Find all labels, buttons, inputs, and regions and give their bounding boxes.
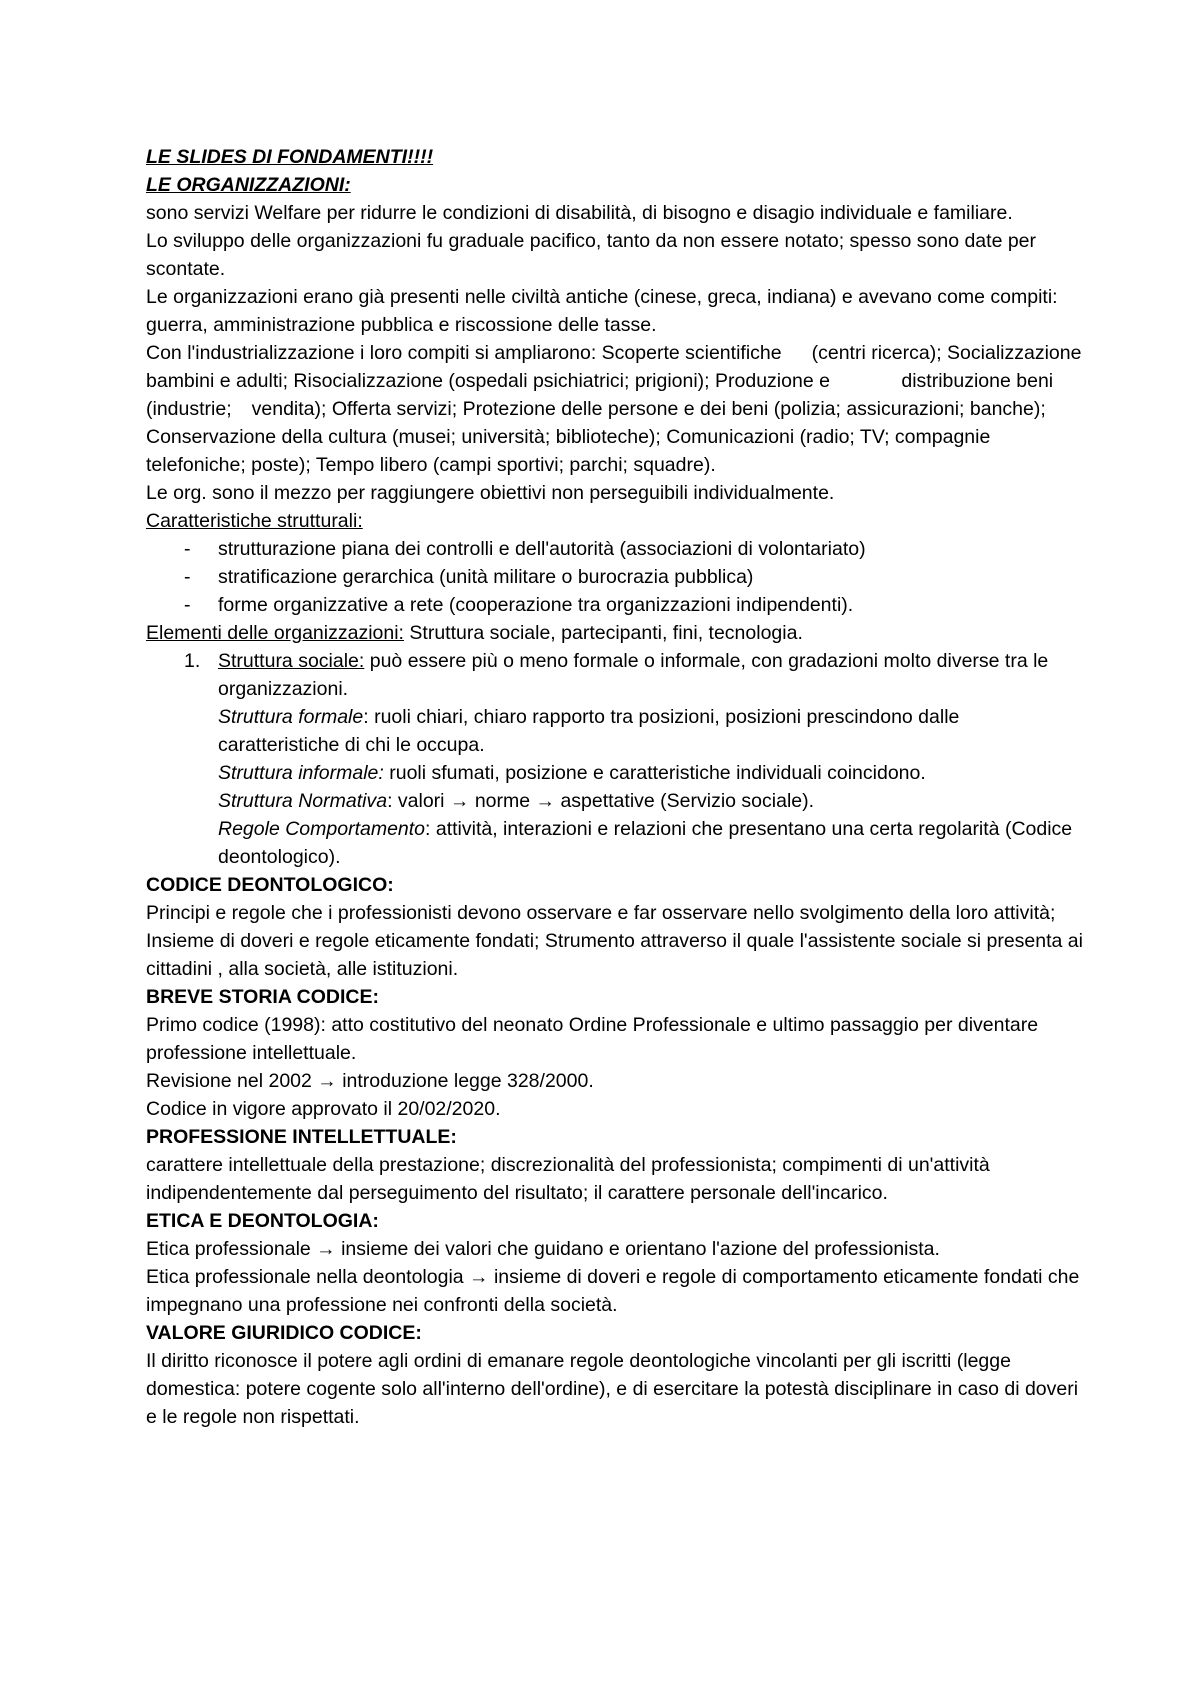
- section-paragraph: Codice in vigore approvato il 20/02/2020.: [146, 1098, 501, 1120]
- section-title-organizzazioni: LE ORGANIZZAZIONI:: [146, 174, 351, 196]
- struttura-sociale-label: Struttura sociale:: [218, 650, 365, 672]
- section-paragraph: Primo codice (1998): atto costitutivo del neonato Ordine Professionale e ultimo passaggio per diventare professione intellettuale.: [146, 1014, 1039, 1064]
- elements-paragraph: [146, 619, 1086, 647]
- list-item: [146, 647, 1086, 703]
- struttura-normativa-line: Struttura Normativa: valori → norme → aspettative (Servizio sociale).: [218, 790, 815, 812]
- struttura-formale-line: Struttura formale: ruoli chiari, chiaro rapporto tra posizioni, posizioni prescindono dalle caratteristiche di chi le occupa.: [218, 706, 960, 756]
- section-paragraph: Principi e regole che i professionisti devono osservare e far osservare nello svolgimento della loro attività; Insieme di doveri e regole eticamente fondati; Strumento attraverso il quale l'assistente sociale si presenta ai cittadini , alla società, alle istituzioni.: [146, 902, 1083, 980]
- list-number: 1.: [184, 650, 201, 672]
- regole-comportamento-line: Regole Comportamento: attività, interazioni e relazioni che presentano una certa regolarità (Codice deontologico).: [218, 818, 1073, 868]
- list-item: - stratificazione gerarchica (unità militare o burocrazia pubblica): [146, 563, 1086, 591]
- list-item: - strutturazione piana dei controlli e dell'autorità (associazioni di volontariato): [146, 535, 1086, 563]
- intro-p4-part-a: Con l'industrializzazione i loro compiti si ampliarono: Scoperte scientifiche: [146, 342, 782, 364]
- section-heading: CODICE DEONTOLOGICO:: [146, 874, 394, 896]
- section-paragraph: Etica professionale → insieme dei valori che guidano e orientano l'azione del professionista.: [146, 1238, 940, 1260]
- struttura-informale-line: Struttura informale: ruoli sfumati, posizione e caratteristiche individuali coincidono.: [218, 762, 926, 784]
- section-heading: VALORE GIURIDICO CODICE:: [146, 1322, 422, 1344]
- dash-bullet: -: [184, 566, 191, 588]
- struttura-sociale-text: può essere più o meno formale o informale, con gradazioni molto diverse tra le organizzazioni.: [218, 650, 1049, 700]
- intro-p4-part-b: (centri ricerca); Socializzazione bambini e adulti; Risocializzazione (ospedali psichiatrici; prigioni); Produzione e: [146, 342, 1082, 392]
- dash-bullet: -: [184, 594, 191, 616]
- document-title: LE SLIDES DI FONDAMENTI!!!!: [146, 146, 434, 168]
- dash-bullet: -: [184, 538, 191, 560]
- structural-list: [146, 535, 1086, 619]
- section-heading: ETICA E DEONTOLOGIA:: [146, 1210, 379, 1232]
- intro-p4-part-c: distribuzione beni (industrie;: [146, 370, 1054, 420]
- elements-label: Elementi delle organizzazioni:: [146, 622, 404, 644]
- intro-paragraph-5: Le org. sono il mezzo per raggiungere obiettivi non perseguibili individualmente.: [146, 482, 835, 504]
- elements-text: Struttura sociale, partecipanti, fini, tecnologia.: [403, 622, 803, 644]
- document-page: [146, 143, 1086, 1431]
- intro-p4-part-d: vendita); Offerta servizi; Protezione delle persone e dei beni (polizia; assicurazioni; banche); Conservazione della cultura (musei; università; biblioteche); Comunicazioni (radio; TV; compagnie telefoniche; poste); Tempo libero (campi sportivi; parchi; squadre).: [146, 398, 1046, 476]
- section-heading: BREVE STORIA CODICE:: [146, 986, 379, 1008]
- section-heading: PROFESSIONE INTELLETTUALE:: [146, 1126, 457, 1148]
- intro-paragraph-1: sono servizi Welfare per ridurre le condizioni di disabilità, di bisogno e disagio individuale e familiare.: [146, 202, 1013, 224]
- intro-paragraph-4: [146, 339, 1086, 479]
- structural-label: Caratteristiche strutturali:: [146, 510, 363, 532]
- intro-paragraph-3: Le organizzazioni erano già presenti nelle civiltà antiche (cinese, greca, indiana) e avevano come compiti: guerra, amministrazione pubblica e riscossione delle tasse.: [146, 286, 1058, 336]
- section-paragraph: carattere intellettuale della prestazione; discrezionalità del professionista; compimenti di un'attività indipendentemente dal perseguimento del risultato; il carattere personale dell'incarico.: [146, 1154, 990, 1204]
- elements-list: [146, 647, 1086, 703]
- intro-paragraph-2: Lo sviluppo delle organizzazioni fu graduale pacifico, tanto da non essere notato; spesso sono date per scontate.: [146, 230, 1037, 280]
- section-paragraph: Revisione nel 2002 → introduzione legge 328/2000.: [146, 1070, 594, 1092]
- list-item: - forme organizzative a rete (cooperazione tra organizzazioni indipendenti).: [146, 591, 1086, 619]
- section-paragraph: Il diritto riconosce il potere agli ordini di emanare regole deontologiche vincolanti per gli iscritti (legge domestica: potere cogente solo all'interno dell'ordine), e di esercitare la potestà disciplinare in caso di doveri e le regole non rispettati.: [146, 1350, 1079, 1428]
- section-paragraph: Etica professionale nella deontologia → insieme di doveri e regole di comportamento eticamente fondati che impegnano una professione nei confronti della società.: [146, 1266, 1080, 1316]
